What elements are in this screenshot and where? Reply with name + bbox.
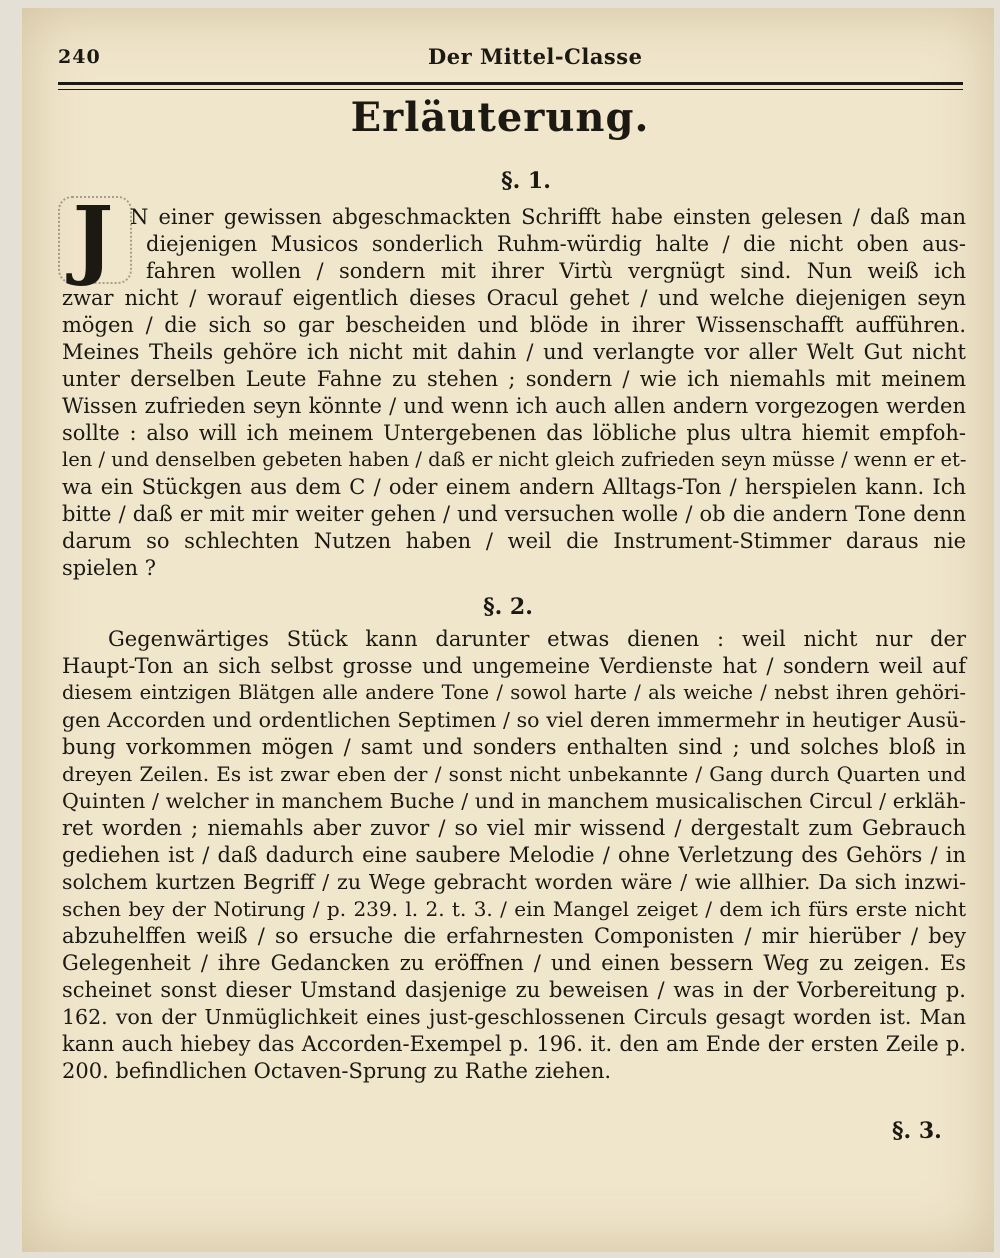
- text-line: mögen / die sich so gar bescheiden und blöde in ihrer Wissenschafft aufführen.: [62, 313, 966, 337]
- text-line: abzuhelffen weiß / so ersuche die erfahrnesten Componisten / mir hierüber / bey: [62, 924, 966, 948]
- text-line: Gegenwärtiges Stück kann darunter etwas dienen : weil nicht nur der: [108, 627, 966, 651]
- text-line: len / und denselben gebeten haben / daß er nicht gleich zufrieden seyn müsse / wenn er et-: [62, 448, 967, 471]
- text-line: 162. von der Unmüglichkeit eines just-geschlossenen Circuls gesagt worden ist. Man: [62, 1005, 966, 1029]
- text-line: kann auch hiebey das Accorden-Exempel p. 196. it. den am Ende der ersten Zeile p.: [62, 1032, 966, 1056]
- text-line: bitte / daß er mit mir weiter gehen / und versuchen wolle / ob die andern Tone denn: [62, 502, 966, 526]
- running-title: Der Mittel-Classe: [428, 44, 643, 69]
- text-line: diesem eintzigen Blätgen alle andere Tone / sowol harte / als weiche / nebst ihren gehöri-: [62, 681, 966, 704]
- text-line: darum so schlechten Nutzen haben / weil die Instrument-Stimmer daraus nie: [62, 529, 966, 553]
- text-line: 200. befindlichen Octaven-Sprung zu Rathe ziehen.: [62, 1059, 612, 1083]
- text-line: schen bey der Notirung / p. 239. l. 2. t. 3. / ein Mangel zeiget / dem ich fürs erste nicht: [62, 897, 966, 921]
- page-header: [58, 46, 958, 78]
- text-line: scheinet sonst dieser Umstand dasjenige zu beweisen / was in der Vorbereitung p.: [62, 978, 966, 1002]
- text-line: N einer gewissen abgeschmackten Schrifft habe einsten gelesen / daß man: [130, 205, 966, 229]
- text-line: bung vorkommen mögen / samt und sonders enthalten sind ; und solches bloß in: [62, 735, 966, 759]
- text-line: gediehen ist / daß dadurch eine saubere Melodie / ohne Verletzung des Gehörs / in: [62, 843, 966, 867]
- text-line: dreyen Zeilen. Es ist zwar eben der / sonst nicht unbekannte / Gang durch Quarten und: [62, 762, 966, 786]
- text-line: gen Accorden und ordentlichen Septimen / so viel deren immermehr in heutiger Ausü-: [62, 708, 966, 732]
- text-line: ret worden ; niemahls aber zuvor / so viel mir wissend / dergestalt zum Gebrauch: [62, 816, 966, 840]
- text-line: solchem kurtzen Begriff / zu Wege gebracht worden wäre / wie allhier. Da sich inzwi-: [62, 870, 966, 894]
- text-line: unter derselben Leute Fahne zu stehen ; sondern / wie ich niemahls mit meinem: [62, 367, 966, 391]
- drop-cap-initial: J: [72, 188, 114, 289]
- text-line: spielen ?: [62, 556, 156, 580]
- text-line: Haupt-Ton an sich selbst grosse und ungemeine Verdienste hat / sondern weil auf: [62, 654, 966, 678]
- paragraph-marker-1: §. 1.: [501, 168, 551, 194]
- text-line: Wissen zufrieden seyn könnte / und wenn ich auch allen andern vorgezogen werden: [62, 394, 966, 418]
- text-line: fahren wollen / sondern mit ihrer Virtù vergnügt sind. Nun weiß ich: [146, 259, 966, 283]
- text-line: sollte : also will ich meinem Untergebenen das löbliche plus ultra hiemit empfoh-: [62, 421, 966, 445]
- section-title: Erläuterung.: [350, 94, 650, 141]
- text-line: diejenigen Musicos sonderlich Ruhm-würdig halte / die nicht oben aus-: [146, 232, 966, 256]
- header-rule: [58, 82, 963, 90]
- text-line: zwar nicht / worauf eigentlich dieses Oracul gehet / und welche diejenigen seyn: [62, 286, 966, 310]
- paragraph-marker-2: §. 2.: [483, 594, 533, 620]
- text-line: Quinten / welcher in manchem Buche / und in manchem musicalischen Circul / erkläh-: [62, 789, 966, 813]
- catchword: §. 3.: [892, 1118, 942, 1144]
- page-number: 240: [58, 46, 101, 68]
- text-line: wa ein Stückgen aus dem C / oder einem andern Alltags-Ton / herspielen kann. Ich: [62, 475, 966, 499]
- text-line: Meines Theils gehöre ich nicht mit dahin / und verlangte vor aller Welt Gut nicht: [62, 340, 966, 364]
- text-line: Gelegenheit / ihre Gedancken zu eröffnen / und einen bessern Weg zu zeigen. Es: [62, 951, 966, 975]
